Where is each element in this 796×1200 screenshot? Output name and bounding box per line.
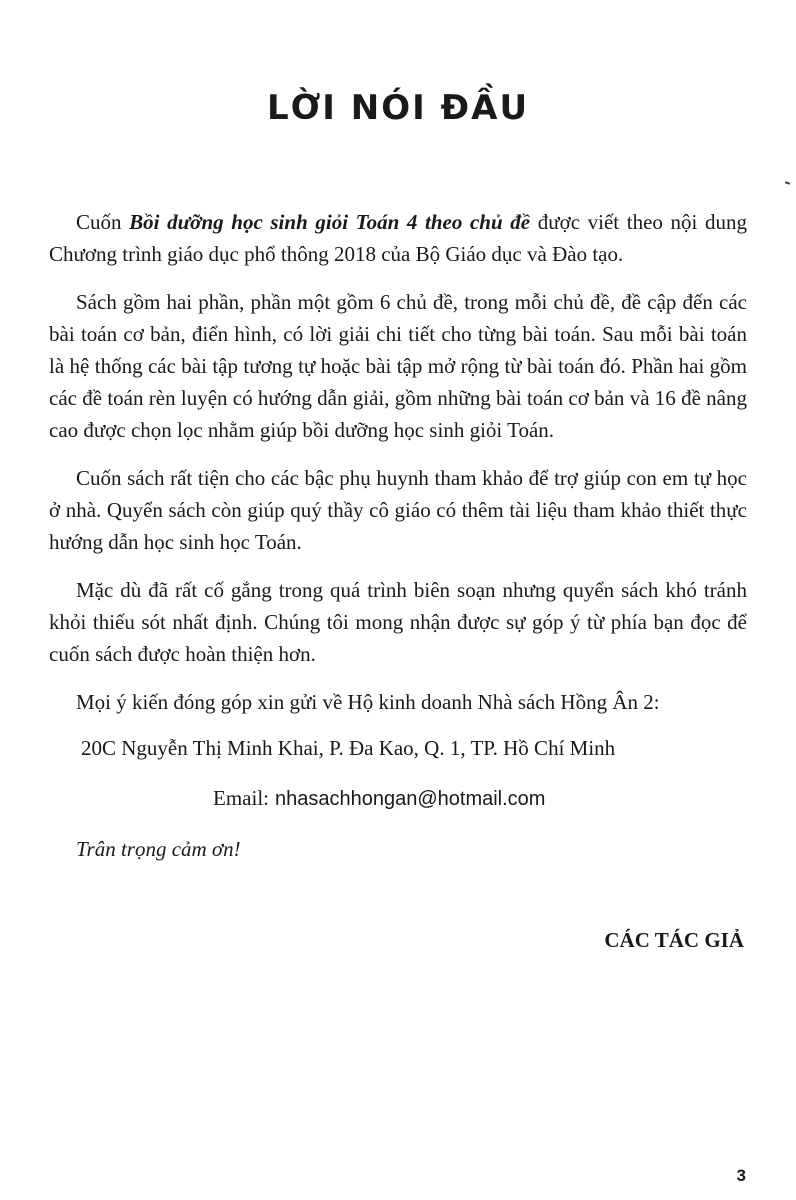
paragraph-intro (49, 206, 747, 270)
signature-authors: CÁC TÁC GIẢ (604, 928, 744, 952)
page-title: LỜI NÓI ĐẦU (266, 88, 530, 128)
scan-speck (785, 181, 790, 184)
email-address: nhasachhongan@hotmail.com (275, 788, 546, 810)
preface-body (49, 206, 747, 865)
book-title: Bồi dưỡng học sinh giỏi Toán 4 theo chủ đề (129, 210, 531, 234)
contact-address: 20C Nguyễn Thị Minh Khai, P. Đa Kao, Q. 1, TP. Hồ Chí Minh (81, 736, 616, 760)
paragraph-contact: Mọi ý kiến đóng góp xin gửi về Hộ kinh doanh Nhà sách Hồng Ân 2: (76, 690, 660, 714)
paragraph-feedback: Mặc dù đã rất cố gắng trong quá trình biên soạn nhưng quyển sách khó tránh khỏi thiếu sót nhất định. Chúng tôi mong nhận được sự góp ý từ phía bạn đọc để cuốn sách được hoàn thiện hơn. (49, 578, 747, 666)
paragraph-intro-lead: Cuốn (76, 210, 130, 234)
page-number: 3 (736, 1166, 746, 1185)
paragraph-structure: Sách gồm hai phần, phần một gồm 6 chủ đề, trong mỗi chủ đề, đề cập đến các bài toán cơ bản, điển hình, có lời giải chi tiết cho từng bài toán. Sau mỗi bài toán là hệ thống các bài tập tương tự hoặc bài tập mở rộng từ bài toán đó. Phần hai gồm các đề toán rèn luyện có hướng dẫn giải, gồm những bài toán cơ bản và 16 đề nâng cao được chọn lọc nhằm giúp bồi dưỡng học sinh giỏi Toán. (49, 290, 747, 442)
paragraph-intro-rest: được viết theo nội dung Chương trình giáo dục phổ thông 2018 của Bộ Giáo dục và Đào tạo. (49, 210, 747, 266)
closing-thanks: Trân trọng cảm ơn! (76, 837, 241, 861)
contact-email (49, 782, 747, 815)
email-label: Email: (213, 786, 269, 810)
paragraph-audience: Cuốn sách rất tiện cho các bậc phụ huynh tham khảo để trợ giúp con em tự học ở nhà. Quyển sách còn giúp quý thầy cô giáo có thêm tài liệu tham khảo thiết thực hướng dẫn học sinh học Toán. (49, 466, 747, 554)
